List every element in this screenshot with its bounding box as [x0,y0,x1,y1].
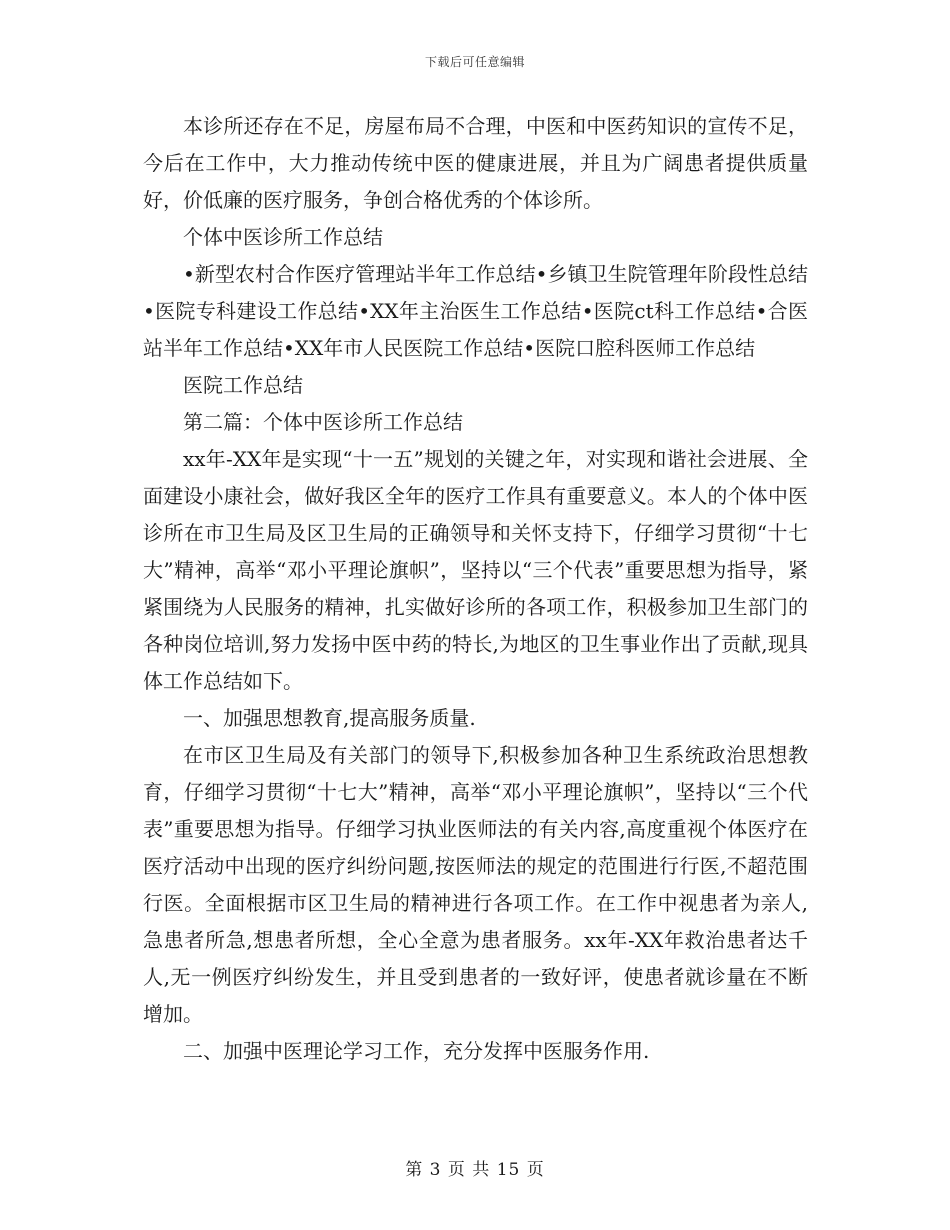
heading-section-one: 一、加强思想教育,提高服务质量. [183,706,476,730]
heading-section-two: 二、加强中医理论学习工作，充分发挥中医服务作用. [183,1039,650,1063]
related-title: 个体中医诊所工作总结 [183,225,383,249]
document-body [143,108,808,1070]
page-footer: 第 3 页 共 15 页 [405,1160,545,1180]
paragraph-introduction: xx年-XX年是实现“十一五”规划的关键之年，对实现和谐社会进展、全面建设小康社会，做好我区全年的医疗工作具有重要意义。本人的个体中医诊所在市卫生局及区卫生局的正确领导和关怀支持下，仔细学习贯彻“十七大”精神，高举“邓小平理论旗帜”，坚持以“三个代表”重要思想为指导，紧紧围绕为人民服务的精神，扎实做好诊所的各项工作，积极参加卫生部门的各种岗位培训,努力发扬中医中药的特长,为地区的卫生事业作出了贡献,现具体工作总结如下。 [143,447,808,693]
paragraph-shortcomings: 本诊所还存在不足，房屋布局不合理，中医和中医药知识的宣传不足，今后在工作中，大力推动传统中医的健康进展，并且为广阔患者提供质量好，价低廉的医疗服务，争创合格优秀的个体诊所。 [143,114,808,212]
page-header: 下载后可任意编辑 [424,55,525,69]
related-links-list: •新型农村合作医疗管理站半年工作总结•乡镇卫生院管理年阶段性总结•医院专科建设工作总结•XX年主治医生工作总结•医院ct科工作总结•合医站半年工作总结•XX年市人民医院工作总结•医院口腔科医师工作总结 [143,262,808,360]
paragraph-section-one: 在市区卫生局及有关部门的领导下,积极参加各种卫生系统政治思想教育，仔细学习贯彻“十七大”精神，高举“邓小平理论旗帜”，坚持以“三个代表”重要思想为指导。仔细学习执业医师法的有关内容,高度重视个体医疗在医疗活动中出现的医疗纠纷问题,按医师法的规定的范围进行行医,不超范围行医。全面根据市区卫生局的精神进行各项工作。在工作中视患者为亲人,急患者所急,想患者所想，全心全意为患者服务。xx年-XX年救治患者达千人,无一例医疗纠纷发生，并且受到患者的一致好评，使患者就诊量在不断增加。 [143,743,808,1026]
section-title-part-two: 第二篇：个体中医诊所工作总结 [183,410,463,434]
related-category: 医院工作总结 [183,373,303,397]
